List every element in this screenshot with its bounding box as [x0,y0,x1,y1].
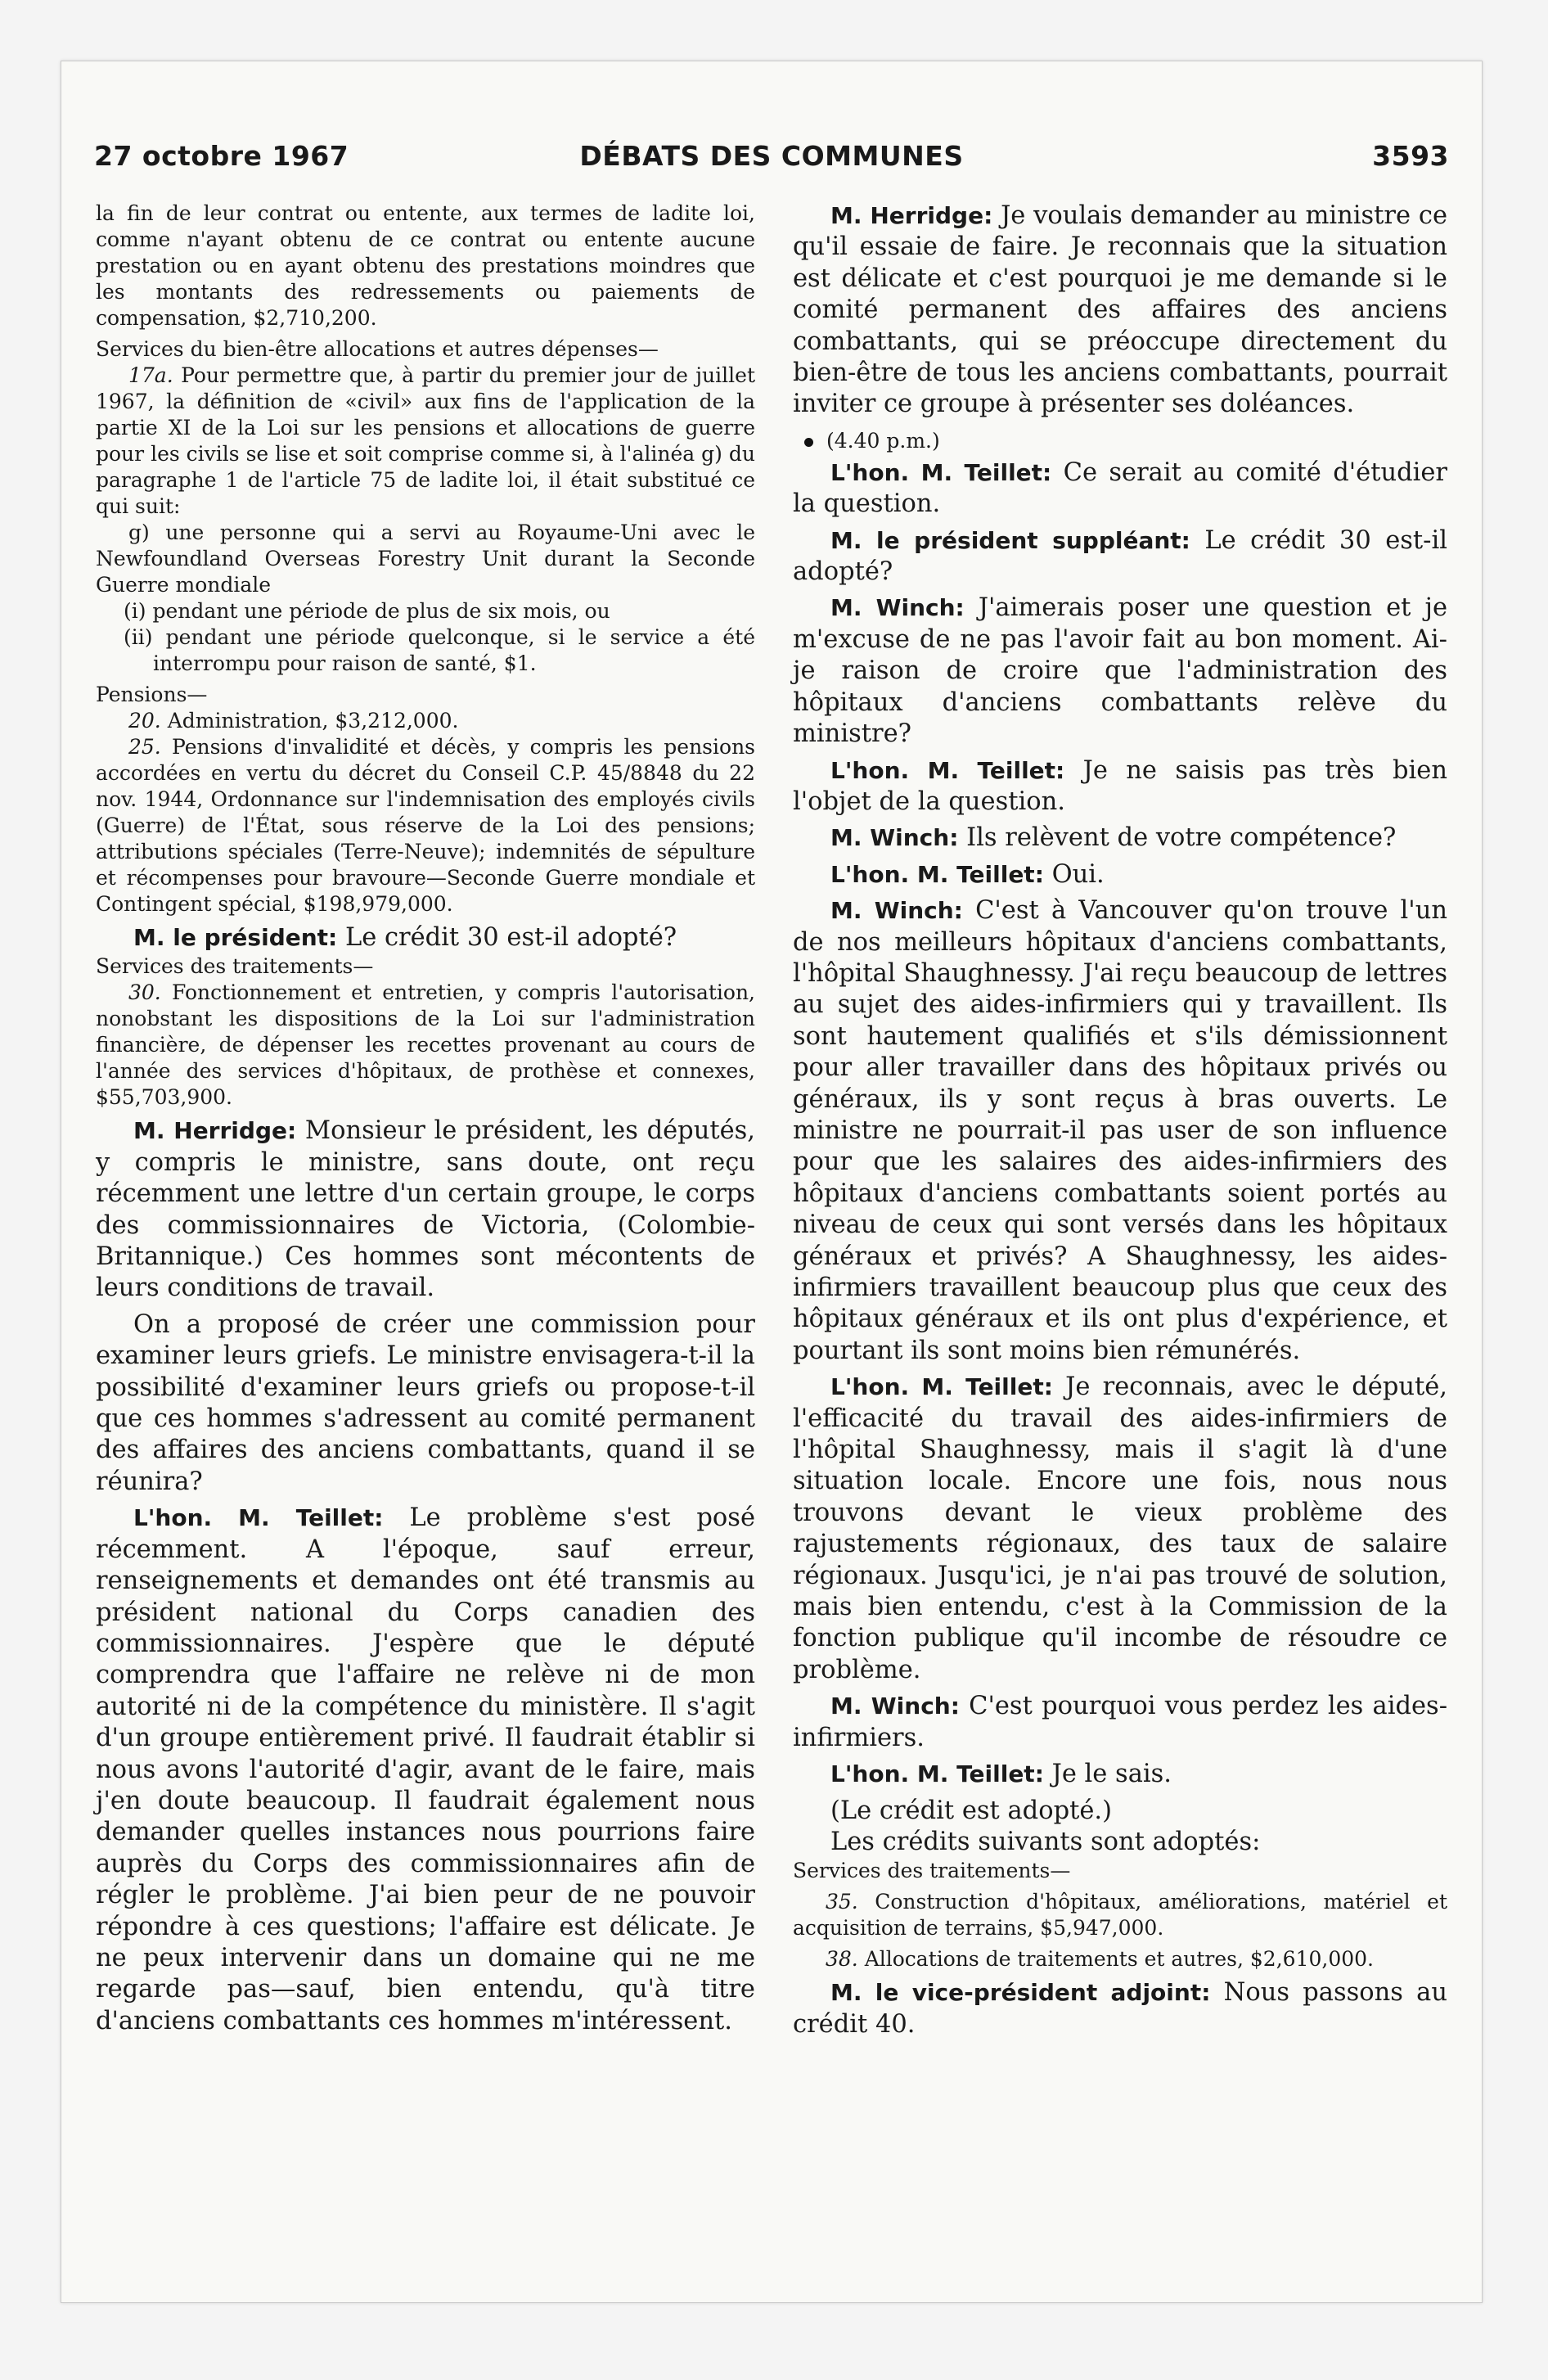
speech-text: Le crédit 30 est-il adopté? [337,923,677,952]
header-title: DÉBATS DES COMMUNES [579,140,964,172]
speech [793,1372,1447,1686]
speech-text: Oui. [1043,859,1105,889]
vote-item [793,1889,1447,1941]
speech: On a proposé de créer une commission pour examiner leurs griefs. Le ministre envisagera-t-il la possibilité d'examiner leurs griefs ou propose-t-il que ces hommes s'adressent au comité permanent des affaires des anciens combattants, quand il se réunira? [96,1309,755,1496]
left-column [96,201,755,2037]
speech-text: Je voulais demander au ministre ce qu'il essaie de faire. Je reconnais que la situation est délicate et c'est pourquoi je me demande si le comité permanent des affaires des anciens combattants, qui se préoccupe directement du bien-être de tous les anciens combattants, pourrait inviter ce groupe à présenter ses doléances. [793,201,1448,419]
speaker-name: L'hon. M. Teillet: [830,458,1052,486]
speech-text: Je reconnais, avec le député, l'efficacité du travail des aides-infirmiers de l'hôpital Shaughnessy, mais il s'agit là d'une situation locale. Encore une fois, nous nous trouvons devant le vieux problème des rajustements régionaux, des taux de salaire régionaux. Jusqu'ici, je n'ai pas trouvé de solution, mais bien entendu, c'est à la Commission de la fonction publique qu'il incombe de résoudre ce problème. [793,1373,1447,1684]
speech [793,593,1447,750]
section-heading: Services des traitements— [96,954,374,979]
speaker-name: M. Winch: [830,897,963,925]
vote-text: Allocations de traitements et autres, $2,610,000. [857,1947,1374,1972]
list-item: (ii) pendant une période quelconque, si le service a été interrompu pour raison de santé, $1. [124,625,755,675]
vote-text: Construction d'hôpitaux, améliorations, matériel et acquisition de terrains, $5,947,000. [793,1890,1447,1941]
vote-item [96,363,755,520]
speech-text: Je ne saisis pas très bien l'objet de la question. [793,755,1447,816]
vote-item [96,980,755,1111]
vote-number: 38. [826,1947,858,1972]
speaker-name: L'hon. M. Teillet: [830,756,1065,784]
vote-text: Fonctionnement et entretien, y compris l'autorisation, nonobstant les dispositions de la Loi sur l'administration financière, de dépenser les recettes provenant au cours de l'année des services d'hôpitaux, de prothèse et connexes, $55,703,900. [96,980,755,1110]
speech [793,1977,1447,2040]
speaker-name: M. Herridge: [133,1117,297,1145]
page-number: 3593 [1372,140,1449,172]
vote-item [96,708,755,734]
speech [96,922,755,953]
speech [793,525,1447,588]
procedural-note: Les crédits suivants sont adoptés: [830,1827,1261,1856]
vote-number: 25. [128,735,161,759]
vote-text: Pour permettre que, à partir du premier jour de juillet 1967, la définition de «civil» aux fins de l'application de la partie XI de la Loi sur les pensions et allocations de guerre pour les civils se lise et soit comprise comme si, à l'alinéa g) du paragraphe 1 de l'article 75 de ladite loi, il était substitué ce qui suit: [96,363,755,518]
speech [793,458,1447,521]
speaker-name: L'hon. M. Teillet: [133,1504,384,1532]
vote-number: 20. [128,709,161,732]
speech-text: Le crédit 30 est-il adopté? [793,525,1447,587]
speech [96,1503,755,2037]
speaker-name: L'hon. M. Teillet: [830,1373,1053,1401]
procedural-note: (Le crédit est adopté.) [830,1796,1112,1825]
vote-item [96,734,755,917]
bullet-icon [804,438,813,447]
timestamp [793,429,1447,453]
document-page [61,61,1483,2303]
section-heading: Services des traitements— [793,1859,1071,1883]
vote-number: 30. [128,980,161,1005]
speech-text: C'est à Vancouver qu'on trouve l'un de nos meilleurs hôpitaux d'anciens combattants, l'hôpital Shaughnessy. J'ai reçu beaucoup de lettres au sujet des aides-infirmiers qui y travaillent. Ils sont hautement qualifiés et s'ils démissionnent pour aller travailler dans des hôpitaux privés ou généraux, ils y sont reçus à bras ouverts. Le ministre ne pourrait-il pas user de son influence pour que les salaires des aides-infirmiers des hôpitaux d'anciens combattants soient portés au niveau de ceux qui sont versés dans les hôpitaux généraux et privés? A Shaughnessy, les aides-infirmiers travaillent beaucoup plus que ceux des hôpitaux généraux et ils ont plus d'expérience, et pourtant ils sont moins bien rémunérés. [793,896,1447,1365]
timestamp-text: (4.40 p.m.) [826,428,940,453]
speech [793,859,1447,890]
speech-text: Je le sais. [1043,1760,1172,1789]
speech [793,755,1447,818]
paragraph: g) une personne qui a servi au Royaume-Uni avec le Newfoundland Overseas Forestry Unit durant la Seconde Guerre mondiale [96,521,755,597]
vote-number: 17a. [128,363,173,387]
speech-text: C'est pourquoi vous perdez les aides-infirmiers. [793,1692,1447,1752]
right-column [793,201,1447,2040]
speech [96,1116,755,1304]
speaker-name: L'hon. M. Teillet: [830,1760,1044,1788]
speech [793,1759,1447,1790]
list-item: (i) pendant une période de plus de six mois, ou [124,599,610,623]
speaker-name: L'hon. M. Teillet: [830,860,1044,888]
vote-item [793,1946,1447,1972]
paragraph: la fin de leur contrat ou entente, aux termes de ladite loi, comme n'ayant obtenu de ce contrat ou entente aucune prestation ou en ayant obtenu des prestations moindres que les montants des redressements ou paiements de compensation, $2,710,200. [96,201,755,330]
section-heading: Services du bien-être allocations et autres dépenses— [96,337,659,361]
section-heading: Pensions— [96,683,208,706]
speech [793,823,1447,854]
page-header [94,140,1449,181]
vote-text: Pensions d'invalidité et décès, y compris les pensions accordées en vertu du décret du Conseil C.P. 45/8848 du 22 nov. 1944, Ordonnance sur l'indemnisation des employés civils (Guerre) de l'État, sous réserve de la Loi des pensions; attributions spéciales (Terre-Neuve); indemnités de sépulture et récompenses pour bravoure—Seconde Guerre mondiale et Contingent spécial, $198,979,000. [96,735,755,916]
vote-text: Administration, $3,212,000. [160,709,459,732]
speech-text: Ils relèvent de votre compétence? [958,823,1397,853]
speech-text: Le problème s'est posé récemment. A l'époque, sauf erreur, renseignements et demandes ont été transmis au président national du Corps canadien des commissionnaires. J'espère que le député comprendra que l'affaire ne relève ni de mon autorité ni de la compétence du ministère. Il s'agit d'un groupe entièrement privé. Il faudrait établir si nous avons l'autorité d'agir, avant de le faire, mais j'en doute beaucoup. Il faudrait également nous demander quelles instances nous pourrions faire auprès du Corps des commissionnaires afin de régler le problème. J'ai bien peur de ne pouvoir répondre à ces questions; l'affaire est délicate. Je ne peux intervenir dans un domaine qui ne me regarde pas—sauf, bien entendu, qu'à titre d'anciens combattants ces hommes m'intéressent. [96,1503,756,2035]
speaker-name: M. Winch: [830,594,965,622]
speech [793,1691,1447,1754]
header-date: 27 octobre 1967 [94,140,349,172]
speech [793,895,1447,1367]
vote-number: 35. [826,1890,858,1914]
speaker-name: M. le président suppléant: [830,526,1190,554]
speech-text: Ce serait au comité d'étudier la question. [793,458,1448,519]
speaker-name: M. Herridge: [830,202,993,229]
speaker-name: M. Winch: [830,1693,960,1720]
speaker-name: M. le vice-président adjoint: [830,1979,1211,2007]
speech-text: Nous passons au crédit 40. [793,1978,1447,2039]
speech [793,201,1447,421]
speech-text: J'aimerais poser une question et je m'excuse de ne pas l'avoir fait au bon moment. Ai-je raison de croire que l'administration des hôpitaux d'anciens combattants relève du ministre? [793,593,1447,749]
speaker-name: M. le président: [133,924,338,951]
speech-text: Monsieur le président, les députés, y compris le ministre, sans doute, ont reçu récemment une lettre d'un certain groupe, le corps des commissionnaires de Victoria, (Colombie-Britannique.) Ces hommes sont mécontents de leurs conditions de travail. [96,1116,755,1303]
speaker-name: M. Winch: [830,824,959,852]
